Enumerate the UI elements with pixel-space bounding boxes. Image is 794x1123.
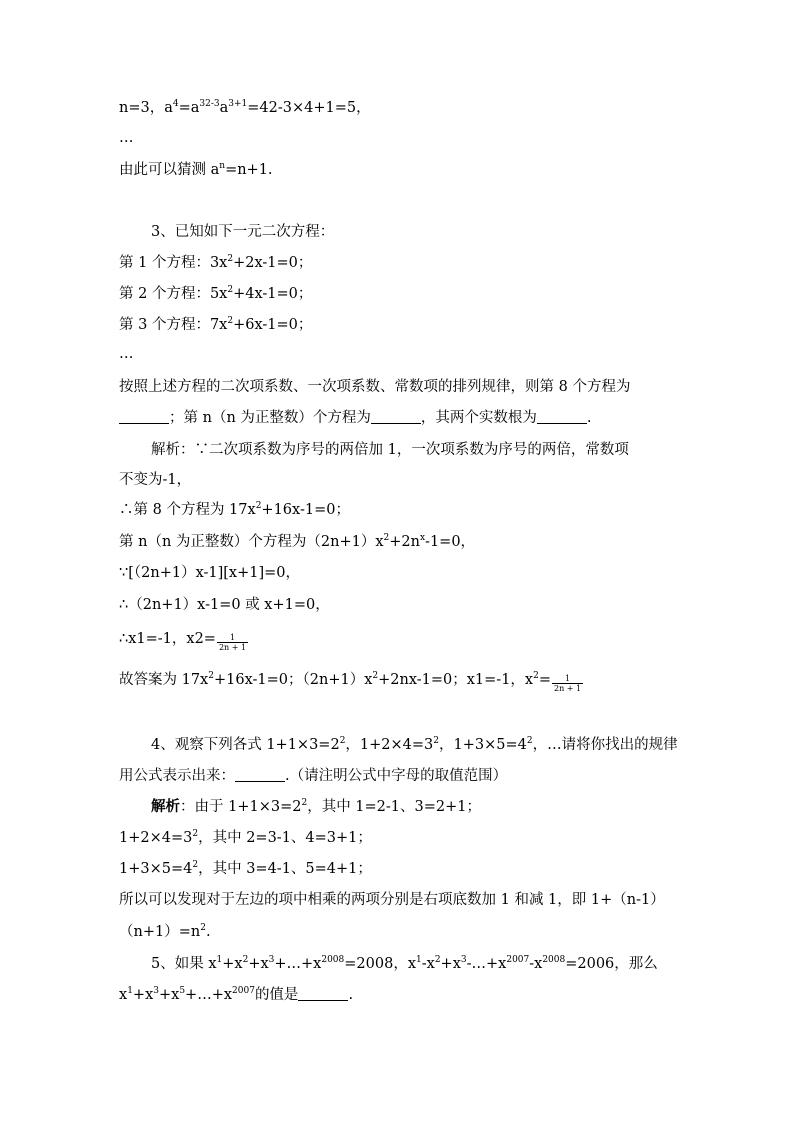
equation-3: 第 3 个方程：$7x^2+6x-1=0$； xyxy=(119,316,313,333)
equation-1: 第 1 个方程：$3x^2+2x-1=0$； xyxy=(119,254,313,271)
solution4-line3: $1+3\times 5=4^2$，其中 3=4-1、5=4+1； xyxy=(119,860,372,877)
solution3-line5: ∵[（2n+1）x-1][x+1]=0， xyxy=(119,565,301,581)
answer-blank[interactable] xyxy=(298,988,348,1001)
solution4-line4: 所以可以发现对于左边的项中相乘的两项分别是右项底数加 1 和减 1，即 1+（n-1） xyxy=(119,892,665,908)
line-n3: n=3，$a^4=a^{32-3}a^{3+1}=42-3\times 4+1=5$， xyxy=(119,99,371,116)
solution3-answer: 故答案为 $17x^2+16x-1=0$；$(2n+1)x^2+2nx-1=0$；x1=-1，$x^2=$ $\frac{1}{2n + 1}$ xyxy=(119,671,582,693)
solution3-line4: 第 n（n 为正整数）个方程为$(2n+1)x^2+2n^x-1=0$， xyxy=(119,533,476,550)
conjecture-line: 由此可以猜测 $a^n=n+1$. xyxy=(119,161,273,178)
ellipsis-1: … xyxy=(119,130,134,146)
solution3-line2: 不变为-1， xyxy=(119,472,192,488)
solution3-line3: ∴第 8 个方程为 $17x^2+16x-1=0$； xyxy=(119,501,350,518)
answer-blank[interactable] xyxy=(371,411,421,424)
equation-2: 第 2 个方程：$5x^2+4x-1=0$； xyxy=(119,285,313,302)
solution4-line5: $(n+1)=n^2$. xyxy=(119,923,211,940)
answer-blank[interactable] xyxy=(119,411,169,424)
fraction: $\frac{1}{2n + 1}$ xyxy=(554,674,582,693)
q5-line2: $x^1+x^3+x^5+\dots+x^{2007}$的值是 . xyxy=(119,986,354,1003)
solution4-line1: 解析：由于 $1+1\times 3=2^2$，其中 1=2-1、3=2+1； xyxy=(151,798,482,815)
fraction: $\frac{1}{2n + 1}$ xyxy=(218,633,247,652)
solution3-line6: ∴（2n+1）x-1=0 或 x+1=0， xyxy=(119,597,330,613)
solution3-line1: 解析：∵二次项系数为序号的两倍加 1，一次项系数为序号的两倍，常数项 xyxy=(151,442,629,458)
answer-blank[interactable] xyxy=(537,411,587,424)
q5-line1: 5、如果 $x^1+x^2+x^3+\dots+x^{2008}=2008$，$x^1-x^2+x^3-\dots+x^{2007}-x^{2008}=2006$，那么 xyxy=(151,955,658,972)
answer-blank[interactable] xyxy=(235,769,285,782)
q4-line1: 4、观察下列各式 $1+1\times 3=2^2$，$1+2\times 4=3^2$，$1+3\times 5=4^2$，…请将你找出的规律 xyxy=(151,736,678,753)
solution3-line7: ∴x1=-1，x2= $\frac{1}{2n + 1}$ xyxy=(119,631,247,652)
q4-line2: 用公式表示出来： .（请注明公式中字母的取值范围） xyxy=(119,768,508,784)
q3-title: 3、已知如下一元二次方程： xyxy=(151,224,335,240)
q3-question-line2: ；第 n（n 为正整数）个方程为 ，其两个实数根为 . xyxy=(119,408,592,428)
ellipsis-2: … xyxy=(119,346,134,362)
solution4-line2: $1+2\times 4=3^2$，其中 2=3-1、4=3+1； xyxy=(119,829,372,846)
q3-question-line1: 按照上述方程的二次项系数、一次项系数、常数项的排列规律，则第 8 个方程为 xyxy=(119,379,631,395)
